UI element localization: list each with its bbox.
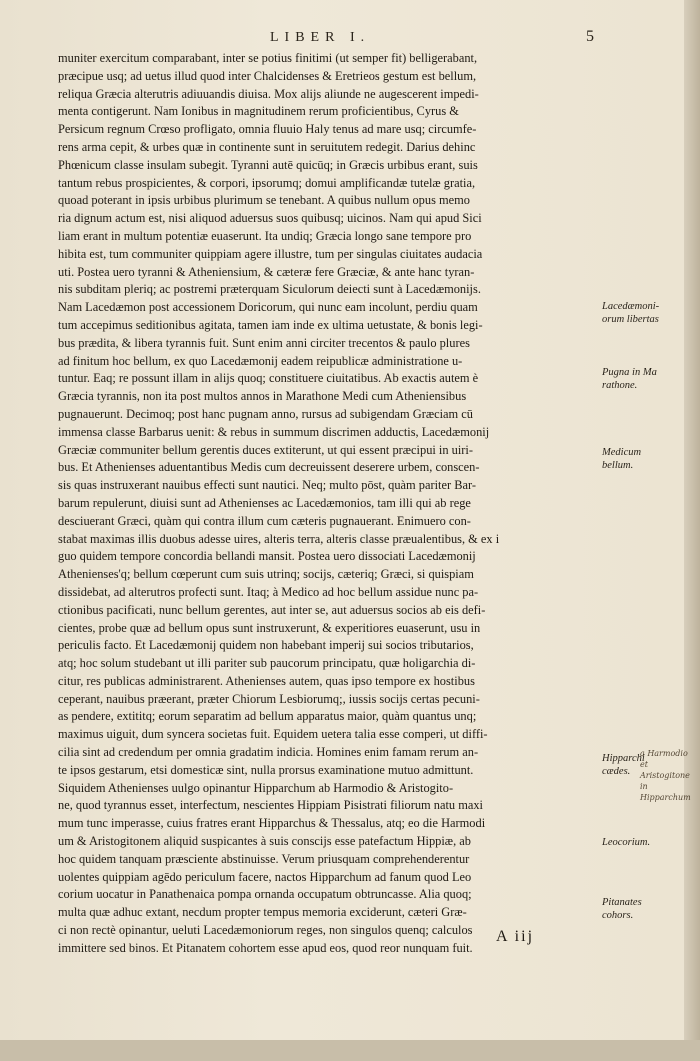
note-line: Pugna in Ma bbox=[602, 367, 657, 378]
note-leocorium bbox=[602, 836, 694, 849]
text-line: uti. Postea uero tyranni & Atheniensium, & cæteræ fere Græciæ, & ante hanc tyran- bbox=[58, 264, 475, 279]
text-line: bus prædita, & libera tyrannis fuit. Sunt enim anni circiter trecentos & paulo plures bbox=[58, 335, 470, 350]
text-line: cientes, probe quæ ad bellum opus sunt instruxerunt, & experitiores euaserunt, usu in bbox=[58, 620, 481, 635]
note-line: bellum. bbox=[602, 460, 634, 471]
handwritten-text: a Harmodio et Aristogitone in Hipparchum bbox=[640, 749, 691, 802]
note-line: Hipparchi bbox=[602, 753, 645, 764]
text-line: rens arma cepit, & urbes quæ in continente sunt in seruitutem redegit. Darius dehinc bbox=[58, 139, 476, 154]
page-edge bbox=[684, 0, 700, 1061]
note-line: Leocorium. bbox=[602, 837, 651, 848]
text-line: Nam Lacedæmon post accessionem Doricorum, qui nunc eam incolunt, perdiu quam bbox=[58, 300, 478, 315]
text-line: stabat maximas illis duobus adesse uires, alteris terra, alteris classe præualentibus, & ex i bbox=[58, 531, 500, 546]
text-line: corium uocatur in Panathenaica pompa ornanda occupatum obtruncasse. Alia quoq; bbox=[58, 887, 472, 902]
text-line: barum repulerunt, diuisi sunt ad Athenienses ac Lacedæmonios, tam illi qui ab rege bbox=[58, 495, 471, 510]
text-line: præcipue usq; ad uetus illud quod inter Chalcidenses & Eretrieos gestum est bellum, bbox=[58, 68, 477, 83]
text-line: pugnauerunt. Decimoq; post hanc pugnam anno, rursus ad subigendam Græciam cū bbox=[58, 406, 473, 421]
note-line: Pitanates bbox=[602, 897, 642, 908]
text-line: immensa classe Barbarus uenit: & rebus in summum discrimen adductis, Lacedæmonij bbox=[58, 424, 490, 439]
text-line: ci non rectè opinantur, ueluti Lacedæmoniorum reges, non singulos quenq; calculos bbox=[58, 923, 473, 938]
running-header: LIBER I. bbox=[270, 30, 371, 45]
note-medicum-bellum bbox=[602, 446, 694, 472]
note-line: rathone. bbox=[602, 380, 638, 391]
text-line: mum tunc imperasse, cuius fratres erant Hipparchus & Thessalus, atq; eo die Harmodi bbox=[58, 816, 486, 831]
text-line: tantum rebus prospicientes, & corpori, ipsorumq; domui amplificandæ tutelæ gratia, bbox=[58, 175, 476, 190]
text-line: um & Aristogitonem aliquid suspicantes à suis conscijs esse patefactum Hippiæ, ab bbox=[58, 834, 471, 849]
note-line: cohors. bbox=[602, 910, 634, 921]
text-line: hoc quidem tanquam præsciente abstinuisse. Verum priusquam comprehenderentur bbox=[58, 851, 470, 866]
text-line: citur, res publicas administrarent. Athenienses autem, quas ipso tempore ex hostibus bbox=[58, 673, 475, 688]
note-line: Lacedæmoni- bbox=[602, 301, 660, 312]
note-line: cædes. bbox=[602, 766, 631, 777]
text-line: te ipsos gestarum, etsi domesticæ sint, nulla prorsus examinatione mutuo admittunt. bbox=[58, 762, 474, 777]
page-bottom-shadow bbox=[0, 1040, 700, 1061]
margin-notes bbox=[602, 0, 696, 1040]
text-line: Græcia tyrannis, non ita post multos annos in Marathone Medi cum Atheniensibus bbox=[58, 389, 467, 404]
text-line: dissidebat, ad alterutros profecti sunt. Itaq; à Medico ad hoc bellum assidue nunc pa- bbox=[58, 584, 479, 599]
text-line: menta contigerunt. Nam Ionibus in magnitudinem rerum proficientibus, Cyrus & bbox=[58, 104, 459, 119]
text-line: guo quidem tempore concordia bellandi mansit. Postea uero dissociati Lacedæmonij bbox=[58, 549, 476, 564]
text-line: as pendere, extititq; eorum separatim ad bellum apparatus maior, quàm quantus unq; bbox=[58, 709, 477, 724]
text-line: tuntur. Eaq; re possunt illam in alijs quoq; constituere ciuitatibus. Ab exactis autem è bbox=[58, 371, 479, 386]
text-line: tum accepimus seditionibus agitata, tamen iam inde ex ultima uetustate, & bonis legi- bbox=[58, 317, 483, 332]
text-line: liam erant in multum potentiæ euaserunt. Ita undiq; Græcia longo sane tempore pro bbox=[58, 228, 472, 243]
text-line: quoad poterant in ipsis urbibus plurimum se tenebant. A quibus nullum opus memo bbox=[58, 193, 470, 208]
text-line: sis quas instruxerant nauibus effecti sunt nautici. Neq; multo pōst, quàm pariter Bar- bbox=[58, 478, 476, 493]
text-line: multa quæ adhuc extant, necdum propter tempus memoria exciderunt, cæteri Græ- bbox=[58, 905, 467, 920]
text-line: uolentes quippiam agēdo periculum facere, nactos Hipparchum ad fanum quod Leo bbox=[58, 869, 472, 884]
text-line: bus. Et Athenienses aduentantibus Medis cum decreuissent deserere urbem, conscen- bbox=[58, 460, 480, 475]
text-line: Phœnicum classe insulam subegit. Tyranni autē quicūq; in Græcis urbibus erant, suis bbox=[58, 157, 478, 172]
text-line: desciuerant Græci, quàm qui contra illum cum cæteris pugnauerant. Enimuero con- bbox=[58, 513, 471, 528]
text-line: Græciæ communiter bellum gerentis duces extiterunt, ut qui essent præcipui in uiri- bbox=[58, 442, 474, 457]
text-line: maximus uiguit, dum syncera societas fuit. Equidem uetera talia esse comperi, ut diffi- bbox=[58, 727, 488, 742]
note-line: orum libertas bbox=[602, 314, 659, 325]
text-line: immittere sed binos. Et Pitanatem cohortem esse apud eos, quod reor nunquam fuit. bbox=[58, 940, 473, 955]
text-line: Athenienses'q; bellum cœperunt cum suis utrinq; socijs, cæteriq; Græci, si quispiam bbox=[58, 567, 474, 582]
text-line: ceperant, nauibus præerant, præter Chiorum Lesbiorumq;, iussis socijs certas pecuni- bbox=[58, 691, 480, 706]
note-pugna-marathone bbox=[602, 366, 694, 392]
note-lacedaemoniorum bbox=[602, 300, 694, 326]
text-line: atq; hoc solum studebant ut illi pariter sub paucorum principatu, quæ holigarchia di- bbox=[58, 656, 476, 671]
note-pitanates bbox=[602, 896, 694, 922]
page-number: 5 bbox=[586, 28, 594, 45]
signature-mark: A iij bbox=[496, 928, 535, 945]
text-line: ctionibus pacificati, nunc bellum gerentes, aut inter se, aut aduersus socios ab eis defi- bbox=[58, 602, 486, 617]
main-text-block bbox=[58, 50, 598, 958]
text-line: ad finitum hoc bellum, ex quo Lacedæmonij eadem reipublicæ administratione u- bbox=[58, 353, 463, 368]
text-line: Persicum regnum Crœso profligato, omnia fluuio Haly tenus ad mare usq; circumfe- bbox=[58, 122, 477, 137]
text-line: hibita est, tum communiter quippiam agere illustre, tum per singulas ciuitates audacia bbox=[58, 246, 483, 261]
text-line: muniter exercitum comparabant, inter se potius finitimi (ut semper fit) belligerabant, bbox=[58, 51, 478, 65]
text-line: nis subditam pleriq; ac postremi præterquam Siculorum deiecti sunt à Lacedæmonijs. bbox=[58, 282, 481, 297]
note-line: Medicum bbox=[602, 447, 642, 458]
handwritten-annotation bbox=[640, 748, 696, 803]
text-line: cilia sint ad credendum per omnia gradatim indicia. Homines enim famam rerum an- bbox=[58, 745, 479, 760]
text-line: Siquidem Athenienses uulgo opinantur Hipparchum ab Harmodio & Aristogito- bbox=[58, 780, 454, 795]
text-line: ne, quod tyrannus esset, interfectum, nescientes Hippiam Pisistrati filiorum natu maxi bbox=[58, 798, 483, 813]
text-line: reliqua Græcia alterutris adiuuandis diuisa. Mox alijs aliunde ne augescerent impedi- bbox=[58, 86, 479, 101]
text-line: periculis facto. Et Lacedæmonij quidem non habebant imperij sui socios tributarios, bbox=[58, 638, 474, 653]
text-line: ria dignum actum est, nisi aliquod aduersus suos quibusq; uicinos. Nam qui apud Sici bbox=[58, 211, 482, 226]
